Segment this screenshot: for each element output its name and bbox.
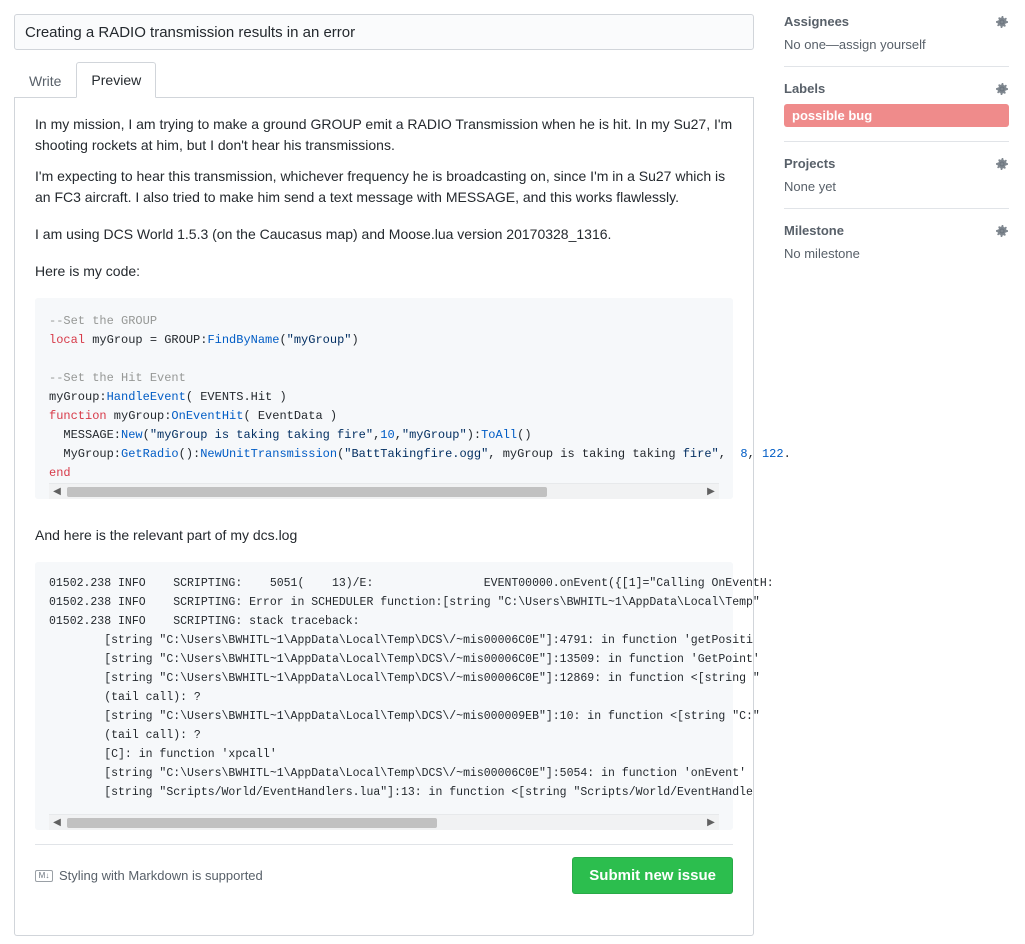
assignees-title: Assignees <box>784 14 850 29</box>
code-line-4: --Set the Hit Event <box>49 371 186 385</box>
log-line-12: [string "Scripts/World/EventHandlers.lua"]:13: in function <[string "Scripts/World/EventHandle <box>49 786 753 799</box>
code-line-9: end <box>49 466 71 480</box>
log-line-8: [string "C:\Users\BWHITL~1\AppData\Local\Temp\DCS\/~mis000009EB"]:10: in function <[string "C:" <box>49 710 760 723</box>
code-scroll-thumb[interactable] <box>67 487 547 497</box>
labels-header <box>784 81 1009 96</box>
code-line-8: MyGroup:GetRadio():NewUnitTransmission("BattTakingfire.ogg", myGroup is taking taking fire", 8, 122. <box>49 447 791 461</box>
log-scroll-left-arrow-icon[interactable]: ◀ <box>53 816 61 828</box>
preview-paragraph-1: In my mission, I am trying to make a ground GROUP emit a RADIO Transmission when he is hit. In my Su27, I'm shooting rockets at him, but I don't hear his transmissions. <box>35 116 733 153</box>
issue-title-input[interactable] <box>14 14 754 50</box>
labels-title: Labels <box>784 81 826 96</box>
log-line-10: [C]: in function 'xpcall' <box>49 748 277 761</box>
preview-paragraph-5: And here is the relevant part of my dcs.log <box>35 527 298 543</box>
preview-body <box>14 98 791 936</box>
label-chip-possible-bug[interactable]: possible bug <box>784 104 1009 127</box>
scroll-right-arrow-icon[interactable]: ▶ <box>707 485 715 497</box>
projects-title: Projects <box>784 156 836 171</box>
log-line-4: [string "C:\Users\BWHITL~1\AppData\Local\Temp\DCS\/~mis00006C0E"]:4791: in function 'getPositi <box>49 634 753 647</box>
tab-preview[interactable]: Preview <box>76 62 156 98</box>
log-line-9: (tail call): ? <box>49 729 201 742</box>
log-line-7: (tail call): ? <box>49 691 201 704</box>
log-line-1: 01502.238 INFO SCRIPTING: 5051( 13)/E: EVENT00000.onEvent({[1]="Calling OnEventH: <box>49 577 774 590</box>
assignees-empty-text[interactable]: No one—assign yourself <box>784 37 926 52</box>
sidebar-block-milestone <box>784 223 1009 275</box>
submit-new-issue-button[interactable]: Submit new issue <box>572 857 733 894</box>
code-content <box>49 312 791 483</box>
markdown-note-label: Styling with Markdown is supported <box>59 868 263 883</box>
projects-empty-text: None yet <box>784 179 837 194</box>
milestone-empty-text: No milestone <box>784 246 860 261</box>
log-scroll-right-arrow-icon[interactable]: ▶ <box>707 816 715 828</box>
log-line-3: 01502.238 INFO SCRIPTING: stack traceback: <box>49 615 360 628</box>
markdown-support-note <box>35 868 263 883</box>
issue-sidebar <box>768 0 1025 944</box>
gear-icon[interactable] <box>995 15 1009 29</box>
gear-icon[interactable] <box>995 82 1009 96</box>
code-line-5: myGroup:HandleEvent( EVENTS.Hit ) <box>49 390 287 404</box>
scroll-left-arrow-icon[interactable]: ◀ <box>53 485 61 497</box>
preview-paragraph-2: I'm expecting to hear this transmission, whichever frequency he is broadcasting on, since I'm in a Su27 which is an FC3 aircraft. I also tried to make him send a text message with MESSAGE, and this works flawlessly. <box>35 168 726 205</box>
milestone-header <box>784 223 1009 238</box>
sidebar-block-projects <box>784 156 1009 209</box>
code-scroll-track[interactable] <box>65 484 703 500</box>
log-block <box>35 562 774 830</box>
log-line-11: [string "C:\Users\BWHITL~1\AppData\Local\Temp\DCS\/~mis00006C0E"]:5054: in function 'onEvent' <box>49 767 747 780</box>
code-line-6: function myGroup:OnEventHit( EventData ) <box>49 409 338 423</box>
preview-paragraph-4: Here is my code: <box>35 263 141 279</box>
assignees-header <box>784 14 1009 29</box>
code-block <box>35 298 791 499</box>
editor-tabs <box>14 62 754 98</box>
log-line-6: [string "C:\Users\BWHITL~1\AppData\Local\Temp\DCS\/~mis00006C0E"]:12869: in function <[string " <box>49 672 760 685</box>
log-line-2: 01502.238 INFO SCRIPTING: Error in SCHEDULER function:[string "C:\Users\BWHITL~1\AppData\Local\Temp" <box>49 596 760 609</box>
milestone-title: Milestone <box>784 223 844 238</box>
log-horizontal-scrollbar[interactable] <box>49 814 719 830</box>
gear-icon[interactable] <box>995 224 1009 238</box>
gear-icon[interactable] <box>995 157 1009 171</box>
markdown-icon: M↓ <box>35 870 53 882</box>
code-line-2: local myGroup = GROUP:FindByName("myGroup") <box>49 333 359 347</box>
projects-header <box>784 156 1009 171</box>
editor-footer <box>35 844 733 894</box>
sidebar-block-labels <box>784 81 1009 142</box>
log-scroll-track[interactable] <box>65 815 703 831</box>
preview-paragraph-3: I am using DCS World 1.5.3 (on the Caucasus map) and Moose.lua version 20170328_1316. <box>35 226 612 242</box>
sidebar-block-assignees <box>784 14 1009 67</box>
log-line-5: [string "C:\Users\BWHITL~1\AppData\Local\Temp\DCS\/~mis00006C0E"]:13509: in function 'GetPoint' <box>49 653 760 666</box>
code-line-1: --Set the GROUP <box>49 314 158 328</box>
tab-write[interactable]: Write <box>29 73 62 89</box>
code-horizontal-scrollbar[interactable] <box>49 483 719 499</box>
log-content <box>49 574 774 802</box>
log-scroll-thumb[interactable] <box>67 818 437 828</box>
code-line-7: MESSAGE:New("myGroup is taking taking fire",10,"myGroup"):ToAll() <box>49 428 532 442</box>
